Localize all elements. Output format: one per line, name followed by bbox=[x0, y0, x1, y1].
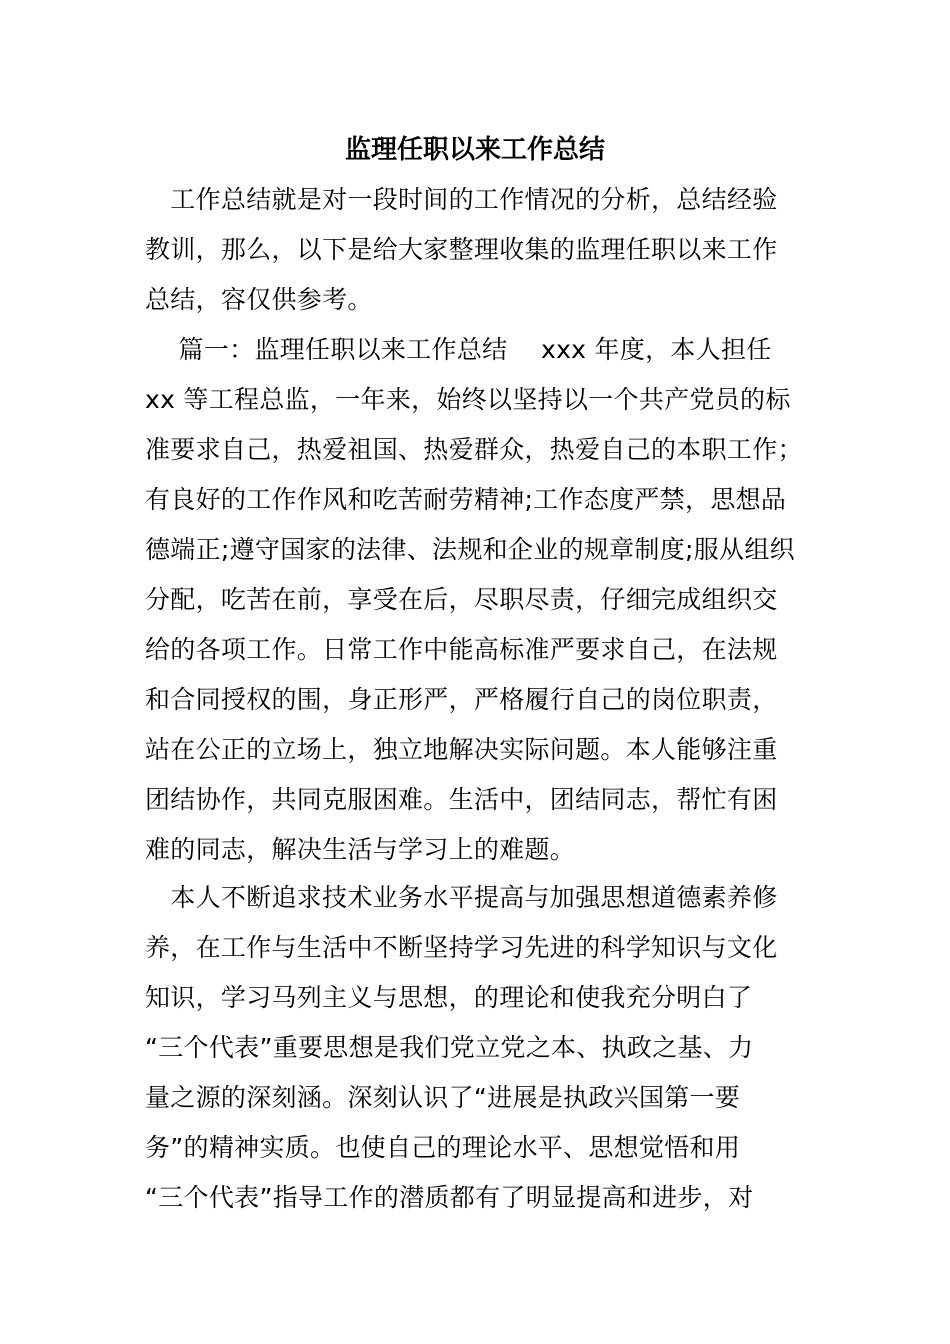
text-line: “三个代表”指导工作的潜质都有了明显提高和进步，对 bbox=[145, 1183, 754, 1212]
text-line: 总结，容仅供参考。 bbox=[145, 285, 373, 314]
text-line: 知识，学习马列主义与思想，的理论和使我充分明白了 bbox=[145, 983, 753, 1012]
text-line: 德端正;遵守国家的法律、法规和企业的规章制度;服从组织 bbox=[145, 535, 795, 564]
text-line: 本人不断追求技术业务水平提高与加强思想道德素养修 bbox=[145, 883, 778, 912]
text-line: 量之源的深刻涵。深刻认识了“进展是执政兴国第一要 bbox=[145, 1083, 741, 1112]
text-line: 养，在工作与生活中不断坚持学习先进的科学知识与文化 bbox=[145, 933, 778, 962]
text-line: 给的各项工作。日常工作中能高标准严要求自己，在法规 bbox=[145, 635, 778, 664]
text-line: 站在公正的立场上，独立地解决实际问题。本人能够注重 bbox=[145, 735, 778, 764]
text-line: 分配，吃苦在前，享受在后，尽职尽责，仔细完成组织交 bbox=[145, 585, 778, 614]
text-line: 团结协作，共同克服困难。生活中，团结同志，帮忙有困 bbox=[145, 785, 778, 814]
text-line: 和合同授权的围，身正形严，严格履行自己的岗位职责， bbox=[145, 685, 778, 714]
text-line: xx 等工程总监，一年来，始终以坚持以一个共产党员的标 bbox=[145, 385, 791, 414]
text-line: 工作总结就是对一段时间的工作情况的分析，总结经验 bbox=[145, 185, 778, 214]
text-line: 篇一：监理任职以来工作总结 xxx 年度，本人担任 bbox=[145, 335, 772, 364]
text-line: 准要求自己，热爱祖国、热爱群众，热爱自己的本职工作； bbox=[145, 435, 803, 464]
text-line: 务”的精神实质。也使自己的理论水平、思想觉悟和用 bbox=[145, 1133, 741, 1162]
text-line: “三个代表”重要思想是我们党立党之本、执政之基、力 bbox=[145, 1033, 754, 1062]
text-line: 难的同志，解决生活与学习上的难题。 bbox=[145, 835, 576, 864]
text-line: 教训，那么，以下是给大家整理收集的监理任职以来工作 bbox=[145, 235, 778, 264]
text-line: 有良好的工作作风和吃苦耐劳精神;工作态度严禁，思想品 bbox=[145, 485, 787, 514]
document-title: 监理任职以来工作总结 bbox=[344, 135, 605, 165]
